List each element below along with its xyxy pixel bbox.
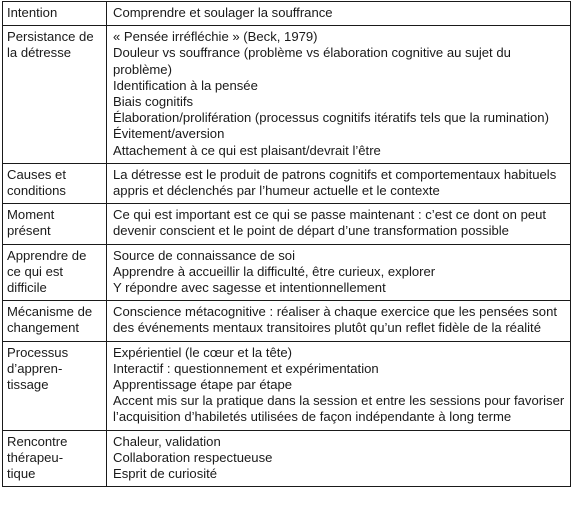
- row-content-line: Évitement/aversion: [113, 126, 225, 142]
- row-content-line: Collaboration respectueuse: [113, 449, 273, 465]
- row-label: [3, 2, 107, 26]
- row-label-line: thérapeu-: [7, 449, 64, 465]
- table-row: [3, 341, 571, 430]
- row-content-line: Expérientiel (le cœur et la tête): [113, 344, 293, 360]
- row-label-line: Intention: [7, 5, 58, 20]
- table-row: [3, 244, 571, 301]
- row-content: [107, 244, 571, 301]
- row-content-line: La détresse est le produit de patrons cognitifs et comportementaux habituels appris et déclenchés par l’humeur actuelle et le contexte: [113, 166, 557, 199]
- table-row: [3, 301, 571, 341]
- document-page: [2, 1, 571, 487]
- row-label: [3, 301, 107, 341]
- table-row: [3, 26, 571, 164]
- row-label-line: Apprendre de: [7, 247, 87, 263]
- table-row: [3, 204, 571, 244]
- row-label: [3, 341, 107, 430]
- row-content-line: Ce qui est important est ce qui se passe maintenant : c’est ce dont on peut devenir conscient et le point de départ d’une transformation possible: [113, 207, 547, 239]
- row-content-line: Chaleur, validation: [113, 433, 221, 449]
- row-content-line: Apprentissage étape par étape: [113, 377, 293, 393]
- row-label-line: Processus: [7, 344, 69, 360]
- row-label-line: présent: [7, 223, 51, 239]
- row-label-line: Causes et: [7, 166, 66, 182]
- row-content: [107, 430, 571, 487]
- row-label-line: ce qui est: [7, 263, 64, 279]
- row-label-line: la détresse: [7, 45, 72, 61]
- row-content-line: Comprendre et soulager la souffrance: [113, 5, 333, 20]
- intention-table: [2, 1, 571, 487]
- row-content-line: Attachement à ce qui est plaisant/devrait l’être: [113, 142, 381, 158]
- row-label-line: Mécanisme de: [7, 304, 93, 320]
- row-content-line: Interactif : questionnement et expérimentation: [113, 360, 379, 376]
- row-label: [3, 26, 107, 164]
- row-content: [107, 26, 571, 164]
- row-label-line: Rencontre: [7, 433, 68, 449]
- row-content-line: « Pensée irréfléchie » (Beck, 1979): [113, 29, 318, 45]
- row-content-line: Élaboration/prolifération (processus cognitifs itératifs tels que la rumination): [113, 110, 549, 126]
- row-label-line: Moment: [7, 207, 55, 223]
- row-label-line: difficile: [7, 280, 47, 296]
- row-label: [3, 204, 107, 244]
- table-row: [3, 2, 571, 26]
- row-content: [107, 2, 571, 26]
- row-label-line: tique: [7, 466, 36, 482]
- table-row: [3, 163, 571, 203]
- row-label: [3, 244, 107, 301]
- table-body: [3, 2, 571, 487]
- row-content-line: Biais cognitifs: [113, 94, 194, 110]
- row-content-line: Y répondre avec sagesse et intentionnellement: [113, 280, 386, 296]
- row-content-line: Conscience métacognitive : réaliser à chaque exercice que les pensées sont des événements mentaux transitoires plutôt qu’un reflet fidèle de la réalité: [113, 304, 557, 336]
- row-label-line: changement: [7, 320, 80, 336]
- row-label-line: conditions: [7, 183, 66, 199]
- row-content: [107, 341, 571, 430]
- row-content: [107, 163, 571, 203]
- row-label: [3, 163, 107, 203]
- row-content-line: Identification à la pensée: [113, 77, 258, 93]
- row-label-line: d’appren-: [7, 360, 63, 376]
- row-label: [3, 430, 107, 487]
- table-row: [3, 430, 571, 487]
- row-label-line: tissage: [7, 377, 49, 393]
- row-content-line: Apprendre à accueillir la difficulté, être curieux, explorer: [113, 263, 436, 279]
- row-content-line: Accent mis sur la pratique dans la session et entre les sessions pour favoriser l’acquisition d’habiletés utilisées de façon indépendante à long terme: [113, 393, 565, 425]
- row-content: [107, 301, 571, 341]
- row-content-line: Esprit de curiosité: [113, 466, 218, 482]
- row-content-line: Source de connaissance de soi: [113, 247, 295, 263]
- row-label-line: Persistance de: [7, 29, 94, 45]
- row-content: [107, 204, 571, 244]
- row-content-line: Douleur vs souffrance (problème vs élaboration cognitive au sujet du problème): [113, 45, 511, 77]
